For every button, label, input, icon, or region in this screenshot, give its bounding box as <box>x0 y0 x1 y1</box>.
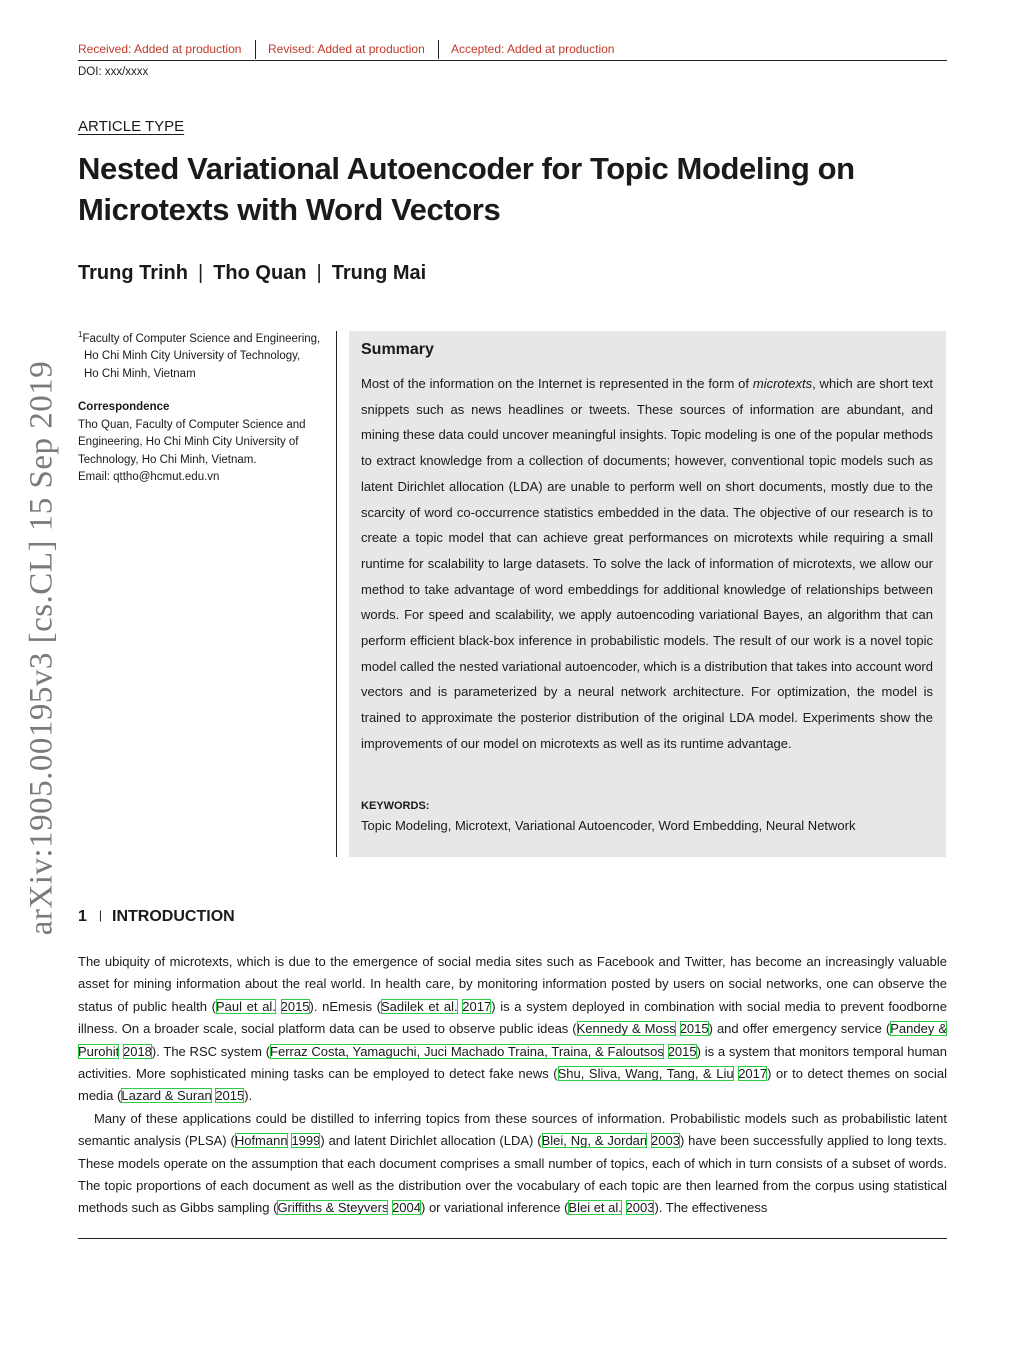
column-divider <box>336 331 337 857</box>
citation-link[interactable]: Blei, Ng, & Jordan <box>541 1133 648 1149</box>
author-name: Tho Quan <box>213 262 307 284</box>
section-heading <box>78 908 235 926</box>
keywords-list: Topic Modeling, Microtext, Variational Autoencoder, Word Embedding, Neural Network <box>361 818 856 833</box>
author-list <box>78 262 426 285</box>
header-divider <box>438 40 439 59</box>
author-name: Trung Mai <box>331 262 427 284</box>
section-title: INTRODUCTION <box>112 908 235 925</box>
citation-link[interactable]: Lazard & Suran <box>121 1088 212 1104</box>
publication-dates-bar <box>78 40 947 61</box>
section-number: 1 <box>78 908 87 925</box>
citation-link[interactable]: Shu, Sliva, Wang, Tang, & Liu <box>557 1066 734 1082</box>
paper-title: Nested Variational Autoencoder for Topic Modeling on Microtexts with Word Vectors <box>78 151 855 227</box>
header-divider <box>255 40 256 59</box>
article-type: ARTICLE TYPE <box>78 118 185 135</box>
abstract-text: Most of the information on the Internet is represented in the form of microtexts, which are short text snippets such as news headlines or tweets. These sources of information are abundant, and mining these data could uncover meaningful insights. Topic modeling is one of the popular methods to extract knowledge from a collection of documents; however, conventional topic models such as latent Dirichlet allocation (LDA) are unable to perform well on short documents, mostly due to the scarcity of word co-occurrence statistics embedded in the data. The objective of our research is to create a topic model that can achieve great performances on microtexts while requiring a small runtime for scalability to large datasets. To solve the lack of information of microtexts, we allow our method to take advantage of word embeddings for additional knowledge of relationships between words. For speed and scalability, we apply autoencoding variational Bayes, an algorithm that can perform efficient black-box inference in probabilistic models. The result of our work is a novel topic model called the nested variational autoencoder, which is a distribution that takes into account word vectors and is parameterized by a neural network architecture. For optimization, the model is trained to approximate the posterior distribution of the original LDA model. Experiments show the improvements of our model on microtexts as well as its runtime advantage. <box>361 376 933 751</box>
doi: DOI: xxx/xxxx <box>78 66 149 78</box>
citation-year-link[interactable]: 2017 <box>462 998 492 1014</box>
citation-year-link[interactable]: 2003 <box>625 1200 655 1216</box>
citation-year-link[interactable]: 2015 <box>280 998 310 1014</box>
body-paragraph: The ubiquity of microtexts, which is due to the emergence of social media sites such as Facebook and Twitter, has become an increasingly valuable asset for mining information about the real world. In health care, by monitoring information posted by users on social networks, one can observe the status of public health (Paul et al. 2015). nEmesis (Sadilek et al. 2017) is a system deployed in combination with social media to prevent foodborne illness. On a broader scale, social platform data can be used to observe public ideas (Kennedy & Moss 2015) and offer emergency service (Pandey & Purohit 2018). The RSC system (Ferraz Costa, Yamaguchi, Juci Machado Traina, Traina, & Faloutsos 2015) is a system that monitors temporal human activities. More sophisticated mining tasks can be employed to detect fake news (Shu, Sliva, Wang, Tang, & Liu 2017) or to detect themes on social media (Lazard & Suran 2015). <box>78 954 947 1104</box>
summary-box <box>349 331 946 857</box>
received-date: Received: Added at production <box>78 42 242 56</box>
author-separator: | <box>316 262 322 284</box>
citation-year-link[interactable]: 2017 <box>738 1066 768 1082</box>
body-paragraph: Many of these applications could be distilled to inferring topics from these sources of information. Probabilistic models such as probabilistic latent semantic analysis (PLSA) (Hofmann 1999) and latent Dirichlet allocation (LDA) (Blei, Ng, & Jordan 2003) have been successfully applied to long texts. These models operate on the assumption that each document comprises a small number of topics, each of which in turn consists of a subset of words. The topic proportions of each document as well as the distribution over the vocabulary of each topic are then learned from the corpus using statistical methods such as Gibbs sampling (Griffiths & Steyvers 2004) or variational inference (Blei et al. 2003). The effectiveness <box>78 1110 947 1216</box>
citation-link[interactable]: Blei et al. <box>568 1200 622 1216</box>
affiliation-line: $^1$Faculty of Computer Science and Engineering, <box>78 330 321 345</box>
citation-year-link[interactable]: 1999 <box>291 1133 321 1149</box>
introduction-body <box>78 951 947 1220</box>
correspondence-line: Technology, Ho Chi Minh, Vietnam. <box>78 453 257 466</box>
summary-heading: Summary <box>361 341 434 358</box>
correspondence-line: Tho Quan, Faculty of Computer Science and <box>78 418 306 431</box>
citation-link[interactable]: Griffiths & Steyvers <box>277 1200 389 1216</box>
citation-year-link[interactable]: 2003 <box>651 1133 680 1149</box>
author-separator: | <box>198 262 204 284</box>
correspondence-line: Engineering, Ho Chi Minh City University of <box>78 436 299 449</box>
section-separator: | <box>98 908 103 922</box>
author-info-column <box>78 326 330 487</box>
citation-year-link[interactable]: 2004 <box>392 1200 421 1216</box>
citation-year-link[interactable]: 2015 <box>215 1088 245 1104</box>
citation-link[interactable]: Ferraz Costa, Yamaguchi, Juci Machado Traina, Traina, & Faloutsos <box>270 1043 664 1059</box>
citation-link[interactable]: Hofmann <box>234 1133 288 1149</box>
affiliation-line: Ho Chi Minh, Vietnam <box>84 367 196 380</box>
citation-link[interactable]: Sadilek et al. <box>381 998 458 1014</box>
arxiv-stamp: arXiv:1905.00195v3 [cs.CL] 15 Sep 2019 <box>23 360 60 936</box>
citation-year-link[interactable]: 2018 <box>122 1043 152 1059</box>
citation-link[interactable]: Paul et al. <box>215 998 276 1014</box>
revised-date: Revised: Added at production <box>268 42 425 56</box>
citation-link[interactable]: Kennedy & Moss <box>576 1021 676 1037</box>
keywords-heading: KEYWORDS: <box>361 800 430 812</box>
citation-year-link[interactable]: 2015 <box>679 1021 709 1037</box>
correspondence-heading: Correspondence <box>78 401 170 414</box>
author-name: Trung Trinh <box>78 262 188 284</box>
accepted-date: Accepted: Added at production <box>451 42 615 56</box>
correspondence-email: Email: qttho@hcmut.edu.vn <box>78 471 220 484</box>
citation-year-link[interactable]: 2015 <box>667 1043 697 1059</box>
affiliation-number: 1 <box>78 330 83 339</box>
citation-link[interactable]: Pandey & Purohit <box>78 1021 947 1059</box>
footer-rule <box>78 1238 947 1239</box>
affiliation-line: Ho Chi Minh City University of Technology, <box>84 350 301 363</box>
